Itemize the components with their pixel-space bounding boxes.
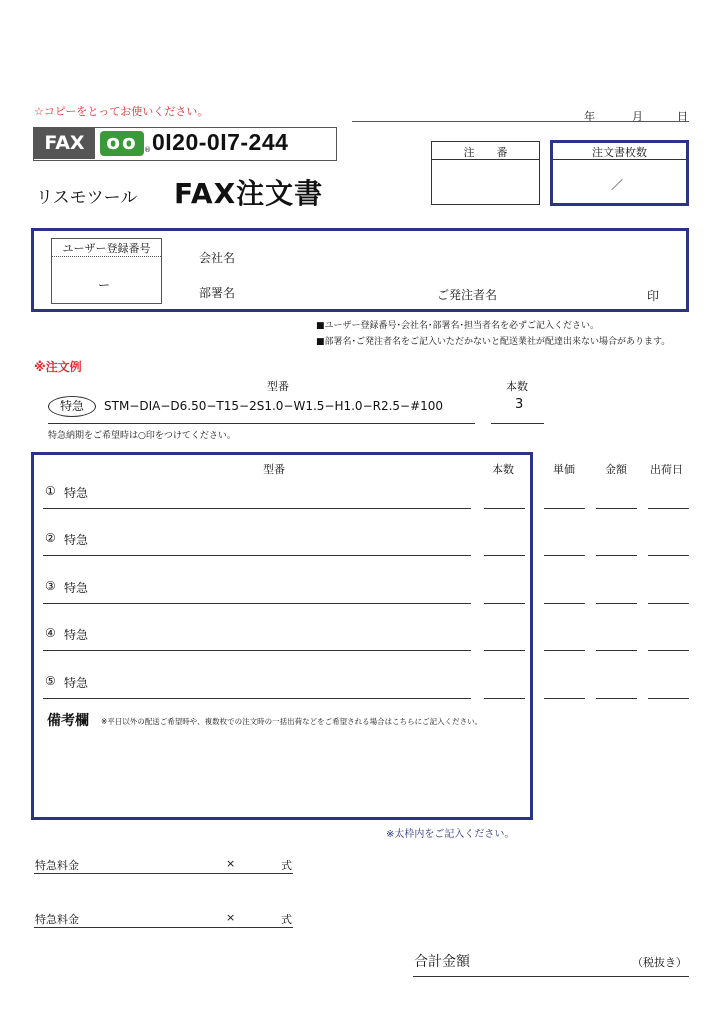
express-fee-line[interactable] xyxy=(34,873,293,874)
user-reg-label: ユーザー登録番号 xyxy=(62,242,151,255)
example-model-header: 型番 xyxy=(267,380,289,393)
row-qty-line[interactable] xyxy=(484,555,525,556)
order-number-box[interactable] xyxy=(431,141,540,205)
row-ship-date-line[interactable] xyxy=(648,603,689,604)
date-year: 年 xyxy=(584,110,595,123)
express-fee-label: 特急料金 xyxy=(35,913,79,926)
order-number-divider xyxy=(432,159,539,160)
sheet-count-slash: ／ xyxy=(611,178,624,192)
customer-note-2: ■部署名･ご発注者名をご記入いただかないと配送業社が配達出来ない場合があります。 xyxy=(316,337,671,347)
row-model-line[interactable] xyxy=(43,555,471,556)
date-day: 日 xyxy=(677,110,688,123)
row-number: ③ xyxy=(45,579,56,593)
tax-note: （税抜き） xyxy=(632,956,687,969)
sheet-count-box[interactable] xyxy=(550,140,689,206)
bold-frame-note: ※太枠内をご記入ください。 xyxy=(386,829,515,840)
remarks-field[interactable] xyxy=(40,732,526,812)
company-label: 会社名 xyxy=(199,251,236,265)
row-qty-line[interactable] xyxy=(484,603,525,604)
row-express[interactable]: 特急 xyxy=(64,676,89,690)
fax-label: FAX xyxy=(34,128,95,159)
row-number: ① xyxy=(45,484,56,498)
express-fee-times: × xyxy=(226,857,236,870)
ship-date-header: 出荷日 xyxy=(650,463,683,476)
form-title: FAX注文書 xyxy=(174,177,324,210)
row-unit-price-line[interactable] xyxy=(544,555,585,556)
row-ship-date-line[interactable] xyxy=(648,698,689,699)
unit-price-header: 単価 xyxy=(553,463,575,476)
row-qty-line[interactable] xyxy=(484,508,525,509)
amount-header: 金額 xyxy=(605,463,627,476)
row-model-line[interactable] xyxy=(43,698,471,699)
freedial-icon: oo xyxy=(100,131,144,156)
row-ship-date-line[interactable] xyxy=(648,508,689,509)
express-fee-unit: 式 xyxy=(281,859,292,872)
row-ship-date-line[interactable] xyxy=(648,555,689,556)
example-model: STM−DIA−D6.50−T15−2S1.0−W1.5−H1.0−R2.5−#100 xyxy=(104,399,444,413)
seal-label: 印 xyxy=(647,289,660,303)
row-express[interactable]: 特急 xyxy=(64,581,89,595)
row-qty-line[interactable] xyxy=(484,698,525,699)
row-model-line[interactable] xyxy=(43,650,471,651)
fax-number-box xyxy=(33,127,337,161)
header-rule xyxy=(352,121,689,122)
date-month: 月 xyxy=(632,110,643,123)
row-unit-price-line[interactable] xyxy=(544,698,585,699)
row-number: ⑤ xyxy=(45,674,56,688)
customer-info-box xyxy=(31,228,689,312)
brand-name: リスモツール xyxy=(36,188,138,208)
user-reg-dash: ー xyxy=(98,278,111,292)
row-express[interactable]: 特急 xyxy=(64,628,89,642)
express-fee-times: × xyxy=(226,911,236,924)
express-fee-unit: 式 xyxy=(281,913,292,926)
row-amount-line[interactable] xyxy=(596,698,637,699)
example-express-tag: 特急 xyxy=(48,396,96,417)
orderer-label: ご発注者名 xyxy=(437,288,498,302)
row-model-line[interactable] xyxy=(43,508,471,509)
example-qty: 3 xyxy=(515,397,524,412)
copy-note: ☆コピーをとってお使いください。 xyxy=(34,105,209,118)
model-header: 型番 xyxy=(263,463,285,476)
row-express[interactable]: 特急 xyxy=(64,486,89,500)
row-express[interactable]: 特急 xyxy=(64,533,89,547)
order-number-label: 注 番 xyxy=(463,146,508,159)
fax-phone-number: 0I20-0I7-244 xyxy=(152,129,289,155)
row-number: ④ xyxy=(45,626,56,640)
row-unit-price-line[interactable] xyxy=(544,650,585,651)
qty-header: 本数 xyxy=(492,463,514,476)
total-label: 合計金額 xyxy=(414,954,470,970)
express-fee-label: 特急料金 xyxy=(35,859,79,872)
example-qty-underline xyxy=(491,423,544,424)
customer-note-1: ■ユーザー登録番号･会社名･部署名･担当者名を必ずご記入ください。 xyxy=(316,321,600,331)
row-amount-line[interactable] xyxy=(596,650,637,651)
sheet-count-label: 注文書枚数 xyxy=(592,146,647,159)
sheet-count-divider xyxy=(553,159,686,160)
row-ship-date-line[interactable] xyxy=(648,650,689,651)
remarks-note: ※平日以外の配送ご希望時や、複数枚での注文時の一括出荷などをご希望される場合はこちらにご記入ください。 xyxy=(101,717,483,726)
row-unit-price-line[interactable] xyxy=(544,508,585,509)
user-reg-divider xyxy=(52,256,161,257)
example-note: 特急納期をご希望時は○印をつけてください。 xyxy=(48,431,236,441)
row-model-line[interactable] xyxy=(43,603,471,604)
dept-label: 部署名 xyxy=(199,286,236,300)
example-title: ※注文例 xyxy=(34,360,82,374)
example-model-underline xyxy=(48,423,475,424)
express-fee-line[interactable] xyxy=(34,927,293,928)
row-number: ② xyxy=(45,531,56,545)
user-reg-box[interactable] xyxy=(51,238,162,304)
example-qty-header: 本数 xyxy=(506,380,528,393)
row-qty-line[interactable] xyxy=(484,650,525,651)
row-amount-line[interactable] xyxy=(596,555,637,556)
row-unit-price-line[interactable] xyxy=(544,603,585,604)
row-amount-line[interactable] xyxy=(596,508,637,509)
row-amount-line[interactable] xyxy=(596,603,637,604)
registered-mark: ® xyxy=(144,146,151,154)
remarks-label: 備考欄 xyxy=(47,713,89,729)
total-line[interactable] xyxy=(413,976,689,977)
